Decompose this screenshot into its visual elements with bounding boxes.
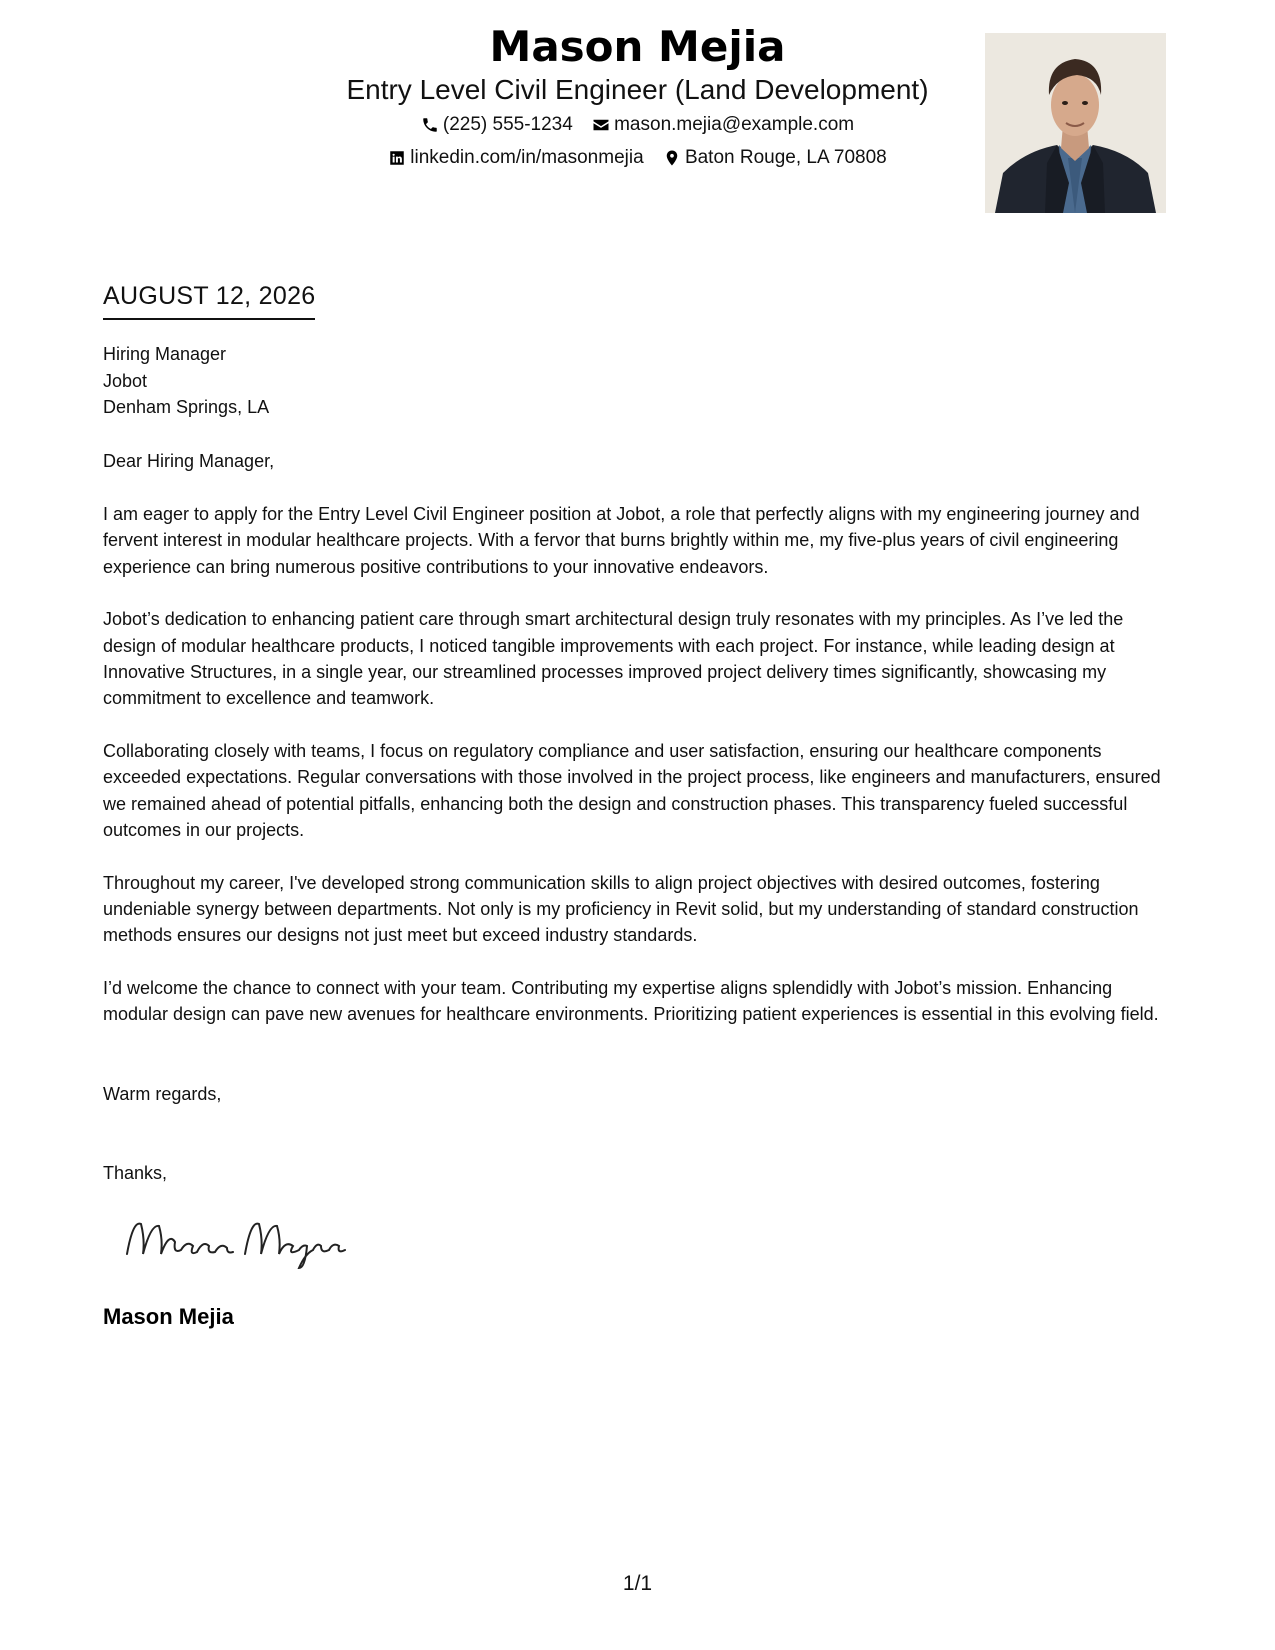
contact-email[interactable] <box>592 113 854 137</box>
map-marker-icon <box>663 149 681 167</box>
body-paragraph: I am eager to apply for the Entry Level Civil Engineer position at Jobot, a role that perfectly aligns with my engineering journey and fervent interest in modular healthcare projects. With a fervor that burns brightly within me, my five-plus years of civil engineering experience can bring numerous positive contributions to your innovative endeavors. <box>103 504 1140 577</box>
page-number: 1/1 <box>622 1572 653 1595</box>
letter-header <box>0 0 1275 230</box>
phone-text: (225) 555-1234 <box>442 114 573 135</box>
body-paragraph: Jobot’s dedication to enhancing patient care through smart architectural design truly resonates with my principles. As I’ve led the design of modular healthcare products, I noticed tangible improvements with each project. For instance, while leading design at Innovative Structures, in a single year, our streamlined processes improved project delivery times significantly, showcasing my commitment to excellence and teamwork. <box>103 609 1124 709</box>
linkedin-icon <box>388 149 406 167</box>
linkedin-text: linkedin.com/in/masonmejia <box>410 147 644 168</box>
body-paragraph: I’d welcome the chance to connect with your team. Contributing my expertise aligns splendidly with Jobot’s mission. Enhancing modular design can pave new avenues for healthcare environments. Prioritizing patient experiences is essential in this evolving field. <box>103 978 1159 1025</box>
closing: Warm regards, <box>103 1084 222 1104</box>
envelope-icon <box>592 116 610 134</box>
body-paragraph: Collaborating closely with teams, I focus on regulatory compliance and user satisfaction, ensuring our healthcare components exceeded expectations. Regular conversations with those involved in the project process, like engineers and manufacturers, ensured we remained ahead of potential pitfalls, enhancing both the design and construction phases. This transparency fueled successful outcomes in our projects. <box>103 741 1161 840</box>
email-text: mason.mejia@example.com <box>614 114 855 135</box>
letter-body <box>103 501 1173 1054</box>
signer-name: Mason Mejia <box>103 1304 234 1329</box>
body-paragraph: Throughout my career, I've developed strong communication skills to align project objectives with desired outcomes, fostering undeniable synergy between departments. Not only is my proficiency in Revit solid, but my understanding of standard construction methods ensures our designs not just meet but exceed industry standards. <box>103 872 1139 946</box>
contact-phone[interactable] <box>421 113 573 137</box>
salutation: Dear Hiring Manager, <box>103 451 275 471</box>
applicant-name: Mason Mejia <box>489 22 786 71</box>
recipient-block <box>103 341 269 421</box>
handwritten-signature <box>123 1210 353 1270</box>
recipient-line: Jobot <box>103 370 148 391</box>
location-text: Baton Rouge, LA 70808 <box>684 147 887 168</box>
profile-photo <box>985 33 1166 213</box>
applicant-title: Entry Level Civil Engineer (Land Development) <box>346 74 929 105</box>
recipient-line: Hiring Manager <box>103 344 227 364</box>
contact-location <box>663 146 887 170</box>
phone-icon <box>421 116 439 134</box>
contact-linkedin[interactable] <box>388 146 643 170</box>
recipient-line: Denham Springs, LA <box>103 397 270 417</box>
thanks-line: Thanks, <box>103 1163 168 1183</box>
letter-date: AUGUST 12, 2026 <box>103 280 315 320</box>
